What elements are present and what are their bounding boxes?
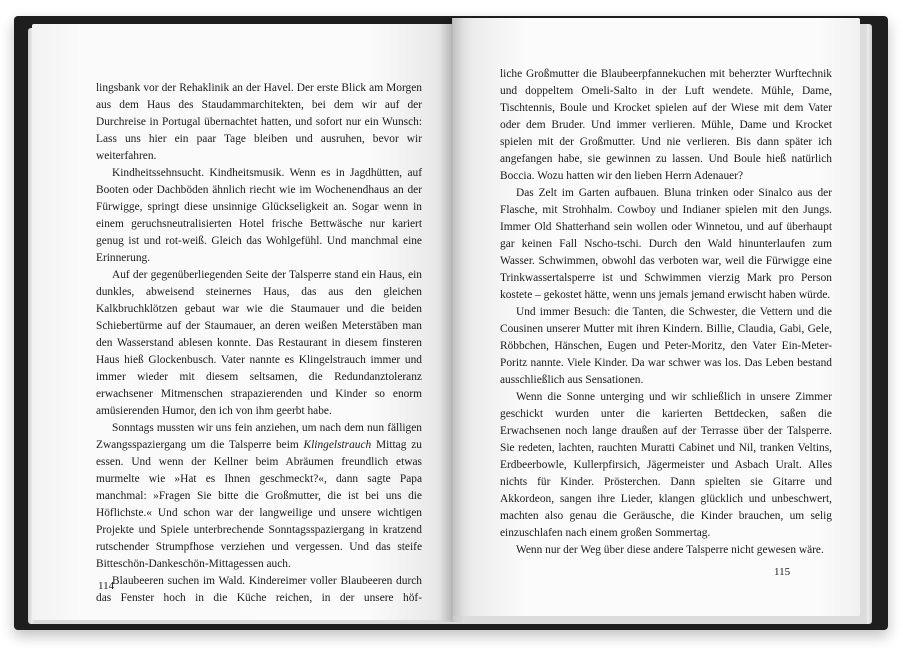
paragraph: lingsbank vor der Rehaklinik an der Havel. Der erste Blick am Morgen aus dem Haus des Staudammarchitekten, bei dem wir auf der Durchreise in Portugal übernachtet hatten, und sofort nur ein Wunsch: Lass uns hier ein paar Tage bleiben und ausruhen, bevor wir weiterfahren. [96,82,422,162]
page-number: 115 [774,566,791,578]
paragraph: Auf der gegenüberliegenden Seite der Talsperre stand ein Haus, ein dunkles, abweisend steinernes Haus, das aus den gleichen Kalkbruchklötzen gebaut war wie die Staumauer und die beiden Schiebertürme auf der Staumauer, an deren weißen Meterstäben man den Wasserstand ablesen konnte. Das Restaurant in diesem finsteren Haus hieß Glockenbusch. Vater nannte es Klingelstrauch immer und immer wieder mit diesem seltsamen, die Redundanztoleranz erwachsener Mitmenschen strapazierenden und Kinder so enorm amüsierenden Humor, den ich von ihm geerbt habe. [96,269,422,417]
paragraph [96,420,422,573]
paragraph-text: Sonntags mussten wir uns fein anziehen, um nach dem nun fälligen Zwangsspaziergang um die Talsperre beim [96,422,422,451]
right-page [452,18,860,616]
left-page [32,24,452,620]
paragraph: liche Großmutter die Blaubeerpfannekuchen mit beherzter Wurftechnik und doppeltem Omeli-Salto in der Luft wendete. Mühle, Dame, Tischtennis, Boule und Krocket spielen auf der Wiese mit dem Vater oder dem Bruder. Und immer verlieren. Mühle, Dame und Krocket spielen mit der Großmutter. Und nie verlieren. Bis dann später ich angefangen habe, sie gewinnen zu lassen. Und Boule hieß natürlich Boccia. Wozu hatten wir den lieben Herrn Adenauer? [500,68,832,182]
paragraph: Das Zelt im Garten aufbauen. Bluna trinken oder Sinalco aus der Flasche, mit Strohhalm. Cowboy und Indianer spielen mit den Jungs. Immer Old Shatterhand sein wollen oder Winnetou, und auf überhaupt gar keinen Fall Nscho-tschi. Durch den Wald hinunterlaufen zum Wasser. Schwimmen, obwohl das verboten war, weil die Fürwigge eine Trinkwassertalsperre ist und Schwimmen vierzig Mark pro Person kostete – gekostet hätte, wenn uns jemals jemand erwischt haben würde. [500,187,832,301]
right-page-text [500,66,832,559]
paragraph-text: Mittag zu essen. Und wenn der Kellner beim Abräumen freundlich etwas murmelte wie »Hat es Ihnen geschmeckt?«, dann sagte Papa manchmal: »Fragen Sie bitte die Großmutter, die ist bei uns die Höflichste.« Und schon war der langweilige und unsere wichtigen Projekte und Spiele unterbrechende Sonntagsspaziergang in kratzend rutschender Strumpfhose verziehen und vergessen. Und das steife Bitteschön-Dankeschön-Mittagessen auch. [96,439,422,570]
paragraph: Wenn nur der Weg über diese andere Talsperre nicht gewesen wäre. [516,544,824,556]
paragraph: Kindheitssehnsucht. Kindheitsmusik. Wenn es in Jagdhütten, auf Booten oder Dachböden ähnlich riecht wie im Wochenendhaus an der Fürwigge, springt diese unsinnige Glückseligkeit an. Sogar wenn in einem geruchsneutralisierten Hotel frische Bettwäsche nur kariert genug ist und rot-weiß. Gleich das Wohlgefühl. Und manchmal eine Erinnerung. [96,167,422,264]
italic-restaurant-name: Klingelstrauch [303,439,372,451]
paragraph: Und immer Besuch: die Tanten, die Schwester, die Vettern und die Cousinen unserer Mutter mit ihren Kindern. Billie, Claudia, Gabi, Gele, Röbbchen, Hänschen, Eugen und Peter-Moritz, den Vater Ein-Meter-Poritz nannte. Viele Kinder. Da war schwer was los. Das Leben bestand ausschließlich aus Sensationen. [500,306,832,386]
page-number: 114 [98,580,115,592]
left-page-text [96,80,422,607]
paragraph: Wenn die Sonne unterging und wir schließlich in unsere Zimmer geschickt wurden unter die karierten Bettdecken, saßen die Erwachsenen noch lange draußen auf der Terrasse über der Talsperre. Sie redeten, lachten, rauchten Muratti Cabinet und Nil, tranken Veltins, Erdbeerbowle, Kullerpfirsich, Jägermeister und Asbach Uralt. Alles nichts für Kinder. Prösterchen. Dann spielten sie Gitarre und Akkordeon, sangen ihre Lieder, klangen glücklich und unbeschwert, machten also genau die Geräusche, die Kinder brauchen, um selig einzuschlafen nach einem großen Sommertag. [500,391,832,539]
paragraph: Blaubeeren suchen im Wald. Kindereimer voller Blaubeeren durch das Fenster hoch in die Küche reichen, in der unsere höf- [96,575,422,604]
